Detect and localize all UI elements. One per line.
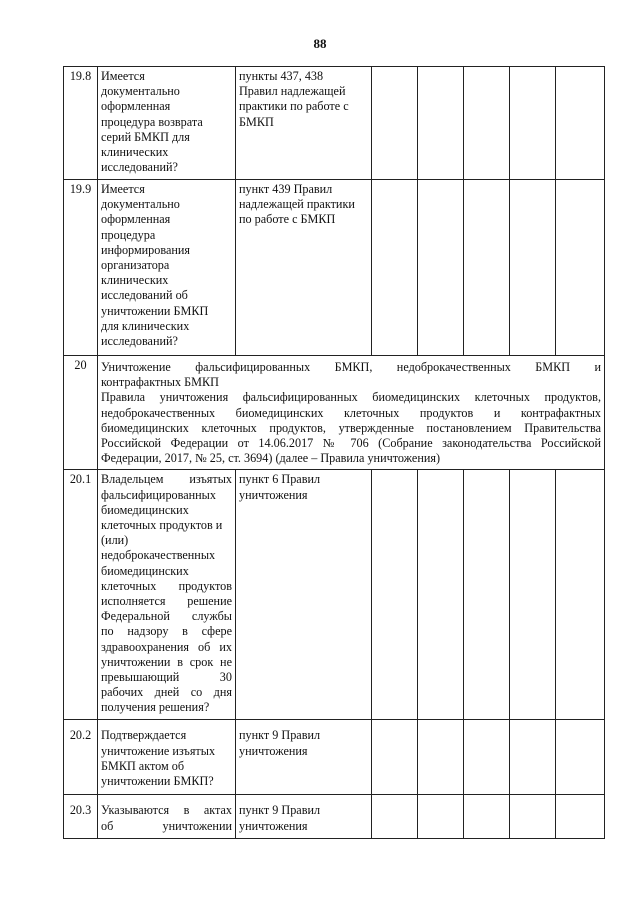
question-line: биомедицинских [101, 502, 189, 517]
reference-line: уничтожения [239, 818, 308, 833]
question-line: клеточных продуктов [101, 578, 232, 593]
reference-line: уничтожения [239, 487, 308, 502]
row-number: 20.1 [64, 470, 98, 720]
answer-cell[interactable] [510, 795, 556, 839]
question-line: превышающий 30 [101, 670, 232, 685]
question-line: клинических [101, 145, 169, 160]
question-line: Имеется [101, 69, 145, 83]
answer-cell[interactable] [372, 180, 418, 356]
question-line: БМКП актом об [101, 758, 185, 773]
question-line: уничтожение изъятых [101, 743, 216, 758]
question-line: документально [101, 197, 180, 212]
answer-cell[interactable] [464, 67, 510, 180]
checklist-table [63, 66, 605, 839]
answer-cell[interactable] [372, 795, 418, 839]
table-row [64, 180, 605, 356]
question-line: уничтожении БМКП? [101, 774, 214, 789]
section-rule-text: Правила уничтожения фальсифицированных биомедицинских клеточных продуктов, недоброкачественных биомедицинских клеточных продуктов и контрафактных биомедицинских клеточных продуктов, утвержденные постановлением Правительства Российской Федерации от 14.06.2017 № 706 (Собрание законодательства Российской Федерации, 2017, № 25, ст. 3694) (далее – Правила уничтожения) [101, 390, 601, 466]
reference-line: надлежащей практики [239, 197, 355, 212]
question-line: рабочих дней со дня [101, 685, 232, 700]
question-line: исследований? [101, 160, 178, 175]
answer-cell[interactable] [510, 720, 556, 795]
reference-cell [236, 67, 372, 180]
answer-cell[interactable] [418, 470, 464, 720]
reference-line: БМКП [239, 114, 274, 129]
question-line: Владельцем изъятых [101, 472, 232, 487]
question-line: по надзору в сфере [101, 624, 232, 639]
answer-cell[interactable] [510, 67, 556, 180]
answer-cell[interactable] [418, 180, 464, 356]
question-line: для клинических [101, 318, 190, 333]
answer-cell[interactable] [510, 470, 556, 720]
reference-cell [236, 795, 372, 839]
table-row [64, 67, 605, 180]
answer-cell[interactable] [464, 180, 510, 356]
reference-line: пункт 439 Правил [239, 182, 333, 196]
reference-cell [236, 180, 372, 356]
question-line: фальсифицированных [101, 487, 216, 502]
question-line: получения решения? [101, 700, 210, 715]
answer-cell[interactable] [464, 720, 510, 795]
table-row [64, 720, 605, 795]
answer-cell[interactable] [372, 67, 418, 180]
row-number: 20.2 [64, 720, 98, 795]
question-line: организатора [101, 258, 170, 273]
answer-cell[interactable] [418, 720, 464, 795]
question-line: исследований об [101, 288, 188, 303]
answer-cell[interactable] [556, 720, 605, 795]
question-line: Федеральной службы [101, 609, 232, 624]
question-line: документально [101, 84, 180, 99]
question-line: Подтверждается [101, 728, 187, 743]
question-line: клинических [101, 273, 169, 288]
row-number: 19.8 [64, 67, 98, 180]
question-line: информирования [101, 242, 191, 257]
question-cell [98, 720, 236, 795]
question-line: клеточных продуктов и [101, 518, 223, 533]
answer-cell[interactable] [418, 67, 464, 180]
question-cell [98, 795, 236, 839]
question-line: (или) [101, 533, 129, 548]
question-line: об уничтожении [101, 818, 232, 833]
section-title: Уничтожение фальсифицированных БМКП, недоброкачественных БМКП и [101, 360, 601, 374]
section-cell [98, 356, 605, 470]
answer-cell[interactable] [418, 795, 464, 839]
answer-cell[interactable] [372, 720, 418, 795]
question-line: уничтожении БМКП [101, 303, 209, 318]
question-line: серий БМКП для [101, 129, 190, 144]
table-row [64, 470, 605, 720]
reference-line: практики по работе с [239, 99, 349, 114]
question-line: процедура [101, 227, 156, 242]
table-row [64, 795, 605, 839]
answer-cell[interactable] [464, 795, 510, 839]
question-line: Имеется [101, 182, 145, 196]
question-line: процедура возврата [101, 114, 203, 129]
reference-line: Правил надлежащей [239, 84, 346, 99]
reference-line: пункт 9 Правил [239, 803, 321, 818]
reference-line: пункт 6 Правил [239, 472, 321, 487]
answer-cell[interactable] [464, 470, 510, 720]
answer-cell[interactable] [556, 67, 605, 180]
reference-line: пункты 437, 438 [239, 69, 324, 83]
row-number: 20.3 [64, 795, 98, 839]
page-number: 88 [313, 36, 327, 51]
reference-line: по работе с БМКП [239, 212, 336, 227]
question-line: исполняется решение [101, 594, 232, 609]
question-line: исследований? [101, 334, 178, 349]
answer-cell[interactable] [556, 795, 605, 839]
answer-cell[interactable] [556, 470, 605, 720]
section-row [64, 356, 605, 470]
row-number: 19.9 [64, 180, 98, 356]
question-line: оформленная [101, 99, 171, 114]
reference-cell [236, 720, 372, 795]
question-line: уничтожении в срок не [101, 654, 232, 669]
question-cell [98, 470, 236, 720]
row-number: 20 [64, 356, 98, 470]
reference-cell [236, 470, 372, 720]
answer-cell[interactable] [372, 470, 418, 720]
question-cell [98, 67, 236, 180]
answer-cell[interactable] [510, 180, 556, 356]
question-line: недоброкачественных [101, 548, 216, 563]
question-line: здравоохранения об их [101, 639, 232, 654]
question-line: оформленная [101, 212, 171, 227]
question-line: биомедицинских [101, 563, 189, 578]
answer-cell[interactable] [556, 180, 605, 356]
reference-line: уничтожения [239, 743, 308, 758]
question-cell [98, 180, 236, 356]
reference-line: пункт 9 Правил [239, 728, 321, 743]
question-line: Указываются в актах [101, 803, 232, 818]
section-title-continued: контрафактных БМКП [101, 375, 219, 390]
